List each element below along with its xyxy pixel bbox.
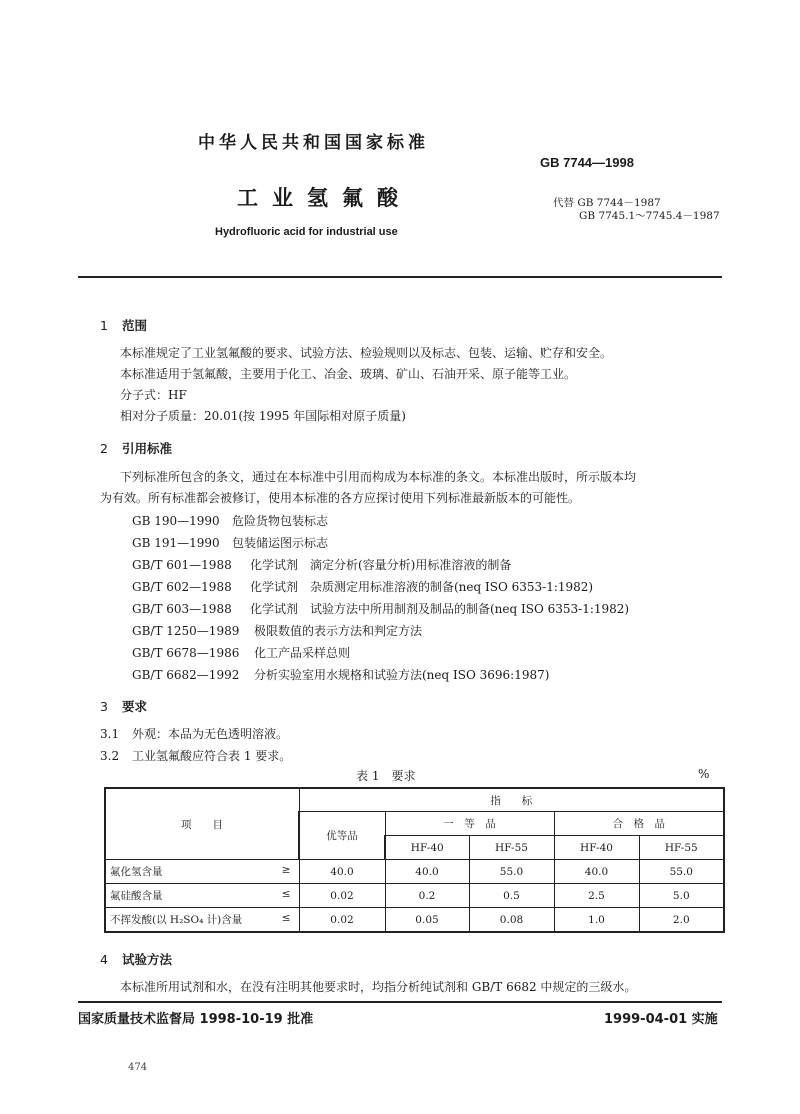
reference-item (132, 666, 549, 683)
effective-date: 1999-04-01 实施 (604, 1012, 718, 1027)
page-number: 474 (128, 1062, 148, 1073)
paragraph: 分子式：HF (120, 388, 187, 402)
section-number: 1 (100, 318, 108, 333)
reference-name: 化学试剂 滴定分析(容量分析)用标准溶液的制备 (250, 558, 512, 572)
section-title: 引用标准 (122, 441, 173, 456)
table-cell: 0.5 (469, 884, 554, 908)
table-cell: 0.08 (469, 908, 554, 933)
section-number: 2 (100, 441, 108, 456)
table-cell: 1.0 (554, 908, 639, 933)
reference-name: 化学试剂 试验方法中所用制剂及制品的制备(neq ISO 6353-1:1982) (250, 602, 630, 616)
table-header-index: 指 标 (299, 788, 724, 812)
clause-text: 工业氢氟酸应符合表 1 要求。 (132, 749, 292, 763)
table-header-superior: 优等品 (299, 812, 385, 860)
approval-date: 国家质量技术监督局 1998-10-19 批准 (78, 1012, 314, 1027)
reference-name: 化工产品采样总则 (254, 646, 351, 660)
table-unit: % (698, 767, 710, 781)
table-header-row (105, 788, 724, 812)
table-header-item: 项 目 (105, 788, 299, 860)
reference-code: GB/T 1250—1989 (132, 624, 240, 638)
document-title-cn: 工业氢氟酸 (237, 186, 412, 210)
header-divider (78, 276, 722, 278)
reference-name: 极限数值的表示方法和判定方法 (254, 624, 423, 638)
comparison-symbol: ≤ (281, 912, 291, 924)
paragraph: 本标准规定了工业氢氟酸的要求、试验方法、检验规则以及标志、包装、运输、贮存和安全。 (120, 346, 613, 360)
section-number: 3 (100, 699, 108, 714)
item-name: 不挥发酸(以 H₂SO₄ 计)含量 (110, 914, 243, 926)
section-1-heading (100, 316, 147, 334)
item-name: 氟硅酸含量 (110, 890, 163, 902)
table-cell: 40.0 (385, 860, 469, 884)
table-subheader: HF-40 (554, 836, 639, 860)
reference-item (132, 556, 511, 573)
comparison-symbol: ≥ (281, 864, 291, 876)
section-2-heading (100, 439, 172, 457)
table-subheader: HF-55 (639, 836, 724, 860)
reference-code: GB 191—1990 (132, 536, 220, 550)
paragraph: 本标准适用于氢氟酸，主要用于化工、冶金、玻璃、矿山、石油开采、原子能等工业。 (120, 367, 577, 381)
item-name: 氟化氢含量 (110, 866, 163, 878)
reference-code: GB/T 6678—1986 (132, 646, 240, 660)
table-header-qualified: 合 格 品 (554, 812, 724, 836)
clause-number: 3.2 (100, 749, 120, 763)
reference-name: 包装储运图示标志 (232, 536, 329, 550)
table-subheader: HF-55 (469, 836, 554, 860)
reference-code: GB/T 603—1988 (132, 602, 232, 616)
reference-item (132, 578, 593, 595)
paragraph: 下列标准所包含的条文，通过在本标准中引用而构成为本标准的条文。本标准出版时，所示版本均 (120, 470, 637, 484)
reference-item (132, 600, 629, 617)
table-cell: 40.0 (554, 860, 639, 884)
section-title: 要求 (122, 699, 148, 714)
clause-3-2 (100, 747, 291, 764)
table-row (105, 908, 724, 933)
clause-text: 外观：本品为无色透明溶液。 (132, 727, 289, 741)
standard-code: GB 7744—1998 (540, 155, 634, 170)
table-cell: 5.0 (639, 884, 724, 908)
reference-code: GB/T 602—1988 (132, 580, 232, 594)
table-cell: 55.0 (639, 860, 724, 884)
table-caption: 表 1 要求 (356, 769, 416, 783)
table-cell: 2.5 (554, 884, 639, 908)
table-cell: 0.02 (299, 908, 385, 933)
table-row (105, 884, 724, 908)
paragraph: 相对分子质量：20.01(按 1995 年国际相对原子质量) (120, 409, 406, 423)
reference-code: GB 190—1990 (132, 514, 220, 528)
clause-3-1 (100, 725, 288, 742)
reference-code: GB/T 6682—1992 (132, 668, 240, 682)
paragraph: 为有效。所有标准都会被修订，使用本标准的各方应探讨使用下列标准最新版本的可能性。 (100, 491, 581, 505)
replaces-note (553, 197, 720, 223)
section-title: 试验方法 (122, 952, 173, 967)
section-title: 范围 (122, 318, 148, 333)
table-cell: 0.02 (299, 884, 385, 908)
footer-divider (78, 1001, 722, 1003)
section-number: 4 (100, 952, 108, 967)
replaces-line-2: GB 7745.1～7745.4－1987 (579, 210, 720, 222)
table-cell: 0.05 (385, 908, 469, 933)
section-4-heading (100, 950, 172, 968)
table-cell-item (105, 908, 299, 933)
reference-name: 分析实验室用水规格和试验方法(neq ISO 3696:1987) (254, 668, 550, 682)
table-cell-item (105, 884, 299, 908)
replaces-line-1: 代替 GB 7744－1987 (553, 197, 661, 209)
table-cell: 40.0 (299, 860, 385, 884)
table-cell: 2.0 (639, 908, 724, 933)
reference-item (132, 622, 422, 639)
table-header-first-grade: 一 等 品 (385, 812, 554, 836)
paragraph: 本标准所用试剂和水，在没有注明其他要求时，均指分析纯试剂和 GB/T 6682 中规定的三级水。 (120, 980, 637, 994)
reference-name: 危险货物包装标志 (232, 514, 329, 528)
table-row (105, 860, 724, 884)
reference-item (132, 534, 328, 551)
reference-item (132, 512, 328, 529)
table-cell-item (105, 860, 299, 884)
document-title-en: Hydrofluoric acid for industrial use (215, 226, 398, 238)
comparison-symbol: ≤ (281, 888, 291, 900)
clause-number: 3.1 (100, 727, 120, 741)
requirements-table (104, 787, 725, 933)
standard-org-title: 中华人民共和国国家标准 (198, 133, 429, 153)
reference-code: GB/T 601—1988 (132, 558, 232, 572)
section-3-heading (100, 697, 147, 715)
table-subheader: HF-40 (385, 836, 469, 860)
table-cell: 0.2 (385, 884, 469, 908)
table-cell: 55.0 (469, 860, 554, 884)
reference-name: 化学试剂 杂质测定用标准溶液的制备(neq ISO 6353-1:1982) (250, 580, 594, 594)
reference-item (132, 644, 350, 661)
